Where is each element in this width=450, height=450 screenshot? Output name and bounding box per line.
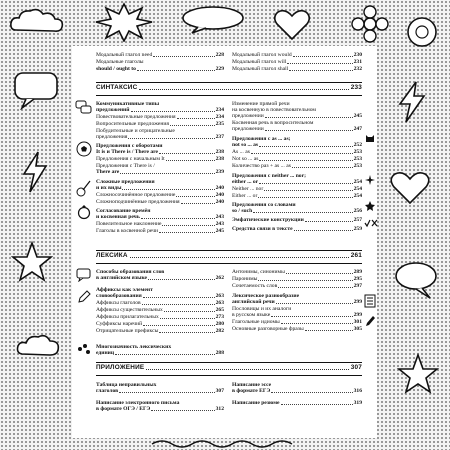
section-rule — [96, 95, 362, 96]
toc-entry: It is и There is / There are 238 — [96, 149, 224, 155]
toc-entry: Изменение прямой речи — [232, 101, 290, 107]
heart-doodle-icon — [272, 8, 312, 42]
toc-entry: предложении 247 — [232, 126, 362, 132]
sparkle-icon — [364, 173, 376, 191]
toc-entry: и их виды 240 — [96, 185, 224, 191]
cloud-small-doodle-icon — [14, 330, 64, 360]
toc-entry: Способы образования слов — [96, 269, 165, 275]
toc-entry: Сочетаемость слов 297 — [232, 283, 362, 289]
toc-entry: Написание эссе — [232, 382, 272, 388]
section-rule — [96, 375, 362, 376]
toc-entry: предложении 245 — [232, 113, 362, 119]
toc-entry: Побудительные и отрицательные — [96, 128, 175, 134]
toc-entry: Not so ... as 253 — [232, 156, 362, 162]
toc-entry: Антонимы, синонимы 289 — [232, 269, 362, 275]
toc-entry: Основные разговорные фразы 305 — [232, 326, 362, 332]
toc-entry: not so ... as 252 — [232, 142, 362, 148]
flower-doodle-icon — [350, 4, 390, 44]
toc-entry: As ... as 253 — [232, 149, 362, 155]
pen-icon — [364, 314, 376, 333]
star-doodle-icon — [10, 240, 54, 284]
toc-entry: Повествовательные предложения 234 — [96, 114, 224, 120]
star-small-icon — [364, 199, 376, 217]
toc-entry: Neither ... nor 254 — [232, 186, 362, 192]
toc-page — [72, 46, 377, 438]
bolt-right-doodle-icon — [392, 80, 432, 124]
toc-entry: Модальный глагол need 228 — [96, 52, 224, 58]
circle-doodle-icon — [404, 14, 440, 50]
toc-entry: Модальный глагол will 231 — [232, 59, 362, 65]
toc-entry: и косвенная речь 243 — [96, 214, 224, 220]
toc-entry: Написание электронного письма — [96, 400, 180, 406]
toc-entry: английской речи 299 — [232, 299, 362, 305]
toc-entry: Пословицы и их аналоги — [232, 306, 292, 312]
toc-entry: в английском языке 262 — [96, 275, 224, 281]
toc-entry: Аффиксы прилагательных 273 — [96, 314, 224, 320]
toc-entry: Either ... or 254 — [232, 193, 362, 199]
toc-entry: Суффиксы наречий 280 — [96, 321, 224, 327]
section-rule — [96, 362, 362, 363]
toc-entry: Косвенная речь в вопросительном — [232, 120, 314, 126]
toc-entry: в формате ОГЭ / ЕГЭ 312 — [96, 406, 224, 412]
chat-icon — [76, 268, 92, 287]
lightning-doodle-icon — [20, 150, 50, 194]
section-heading-lexicon: ЛЕКСИКА 261 — [96, 252, 362, 259]
cat-icon — [364, 131, 376, 149]
toc-entry: в русском языке 299 — [232, 312, 362, 318]
guitar-icon — [76, 179, 92, 202]
toc-entry: Предложения со словами — [232, 202, 296, 208]
cloud-doodle-icon — [8, 6, 68, 36]
toc-entry: Паронимы 295 — [232, 276, 362, 282]
toc-entry: предложения 237 — [96, 134, 224, 140]
toc-entry: Предложения с as ... as; — [232, 136, 291, 142]
bubble-right-doodle-icon — [392, 260, 440, 300]
toc-entry: Многозначность лексических — [96, 344, 172, 350]
toc-entry: either ... or 254 — [232, 179, 362, 185]
toc-entry: Глаголы в косвенной речи 245 — [96, 228, 224, 234]
toc-entry: Средства связи в тексте 259 — [232, 226, 362, 232]
speech-bubble-doodle-icon — [12, 70, 62, 110]
toc-entry: Эмфатические конструкции 257 — [232, 217, 362, 223]
star-right-doodle-icon — [396, 352, 440, 396]
toc-entry: предложений 234 — [96, 107, 224, 113]
toc-entry: Отрицательные префиксы 282 — [96, 328, 224, 334]
heart-right-doodle-icon — [388, 170, 432, 206]
toc-entry: There are 239 — [96, 169, 224, 175]
section-rule — [96, 250, 362, 251]
toc-entry: Предложения с neither ... nor; — [232, 173, 306, 179]
toc-entry: Лексическое разнообразие — [232, 293, 300, 299]
toc-entry: so / such 256 — [232, 208, 362, 214]
toc-entry: Согласование времён — [96, 208, 151, 214]
toc-entry: Аффиксы как элемент — [96, 287, 153, 293]
toc-entry: Сложноподчинённые предложения 240 — [96, 199, 224, 205]
dots-icon — [76, 342, 92, 361]
toc-entry: единиц 288 — [96, 350, 224, 356]
bubble-doodle-icon — [178, 4, 248, 34]
toc-entry: Сложные предложения — [96, 179, 155, 185]
toc-entry: Предложения с начальным It 238 — [96, 156, 224, 162]
toc-entry: в формате ЕГЭ 316 — [232, 388, 362, 394]
toc-entry: Модальный глагол would 230 — [232, 52, 362, 58]
section-rule — [96, 263, 362, 264]
toc-entry: should / ought to 229 — [96, 66, 224, 72]
toc-entry: словообразования 263 — [96, 293, 224, 299]
section-rule — [96, 82, 362, 83]
toc-entry: Аффиксы глаголов 263 — [96, 300, 224, 306]
toc-entry: Вопросительные предложения 235 — [96, 121, 224, 127]
section-heading-appendix: ПРИЛОЖЕНИЕ 307 — [96, 364, 362, 371]
toc-entry: Аффиксы существительных 265 — [96, 307, 224, 313]
toc-entry: Написание резюме 319 — [232, 400, 362, 406]
toc-entry: Глагольные идиомы 301 — [232, 319, 362, 325]
toc-entry: Модальный глагол shall 232 — [232, 66, 362, 72]
toc-entry: на косвенную в повествовательном — [232, 107, 316, 113]
toc-entry: Коммуникативные типы — [96, 101, 160, 107]
wave-doodle-icon — [150, 438, 300, 450]
toc-entry: Предложения с There is / — [96, 163, 155, 169]
toc-entry: Таблица неправильных — [96, 382, 157, 388]
toc-entry: Предложения с оборотами — [96, 143, 163, 149]
list-icon — [364, 294, 376, 313]
check-cross-icon — [364, 216, 378, 234]
section-heading-syntax: СИНТАКСИС 233 — [96, 84, 362, 91]
toc-entry: Сложносочинённое предложение 240 — [96, 192, 224, 198]
toc-entry: Модальные глаголы — [96, 59, 144, 65]
soccer-ball-icon — [76, 141, 92, 162]
toc-entry: Повелительное наклонение 243 — [96, 221, 224, 227]
pencil-icon — [76, 289, 92, 310]
speech-bubbles-icon — [75, 100, 93, 121]
ring-icon — [76, 204, 92, 225]
star-burst-doodle-icon — [92, 2, 156, 42]
toc-entry: глаголов 307 — [96, 388, 224, 394]
toc-entry: Количество раз + as ... as 253 — [232, 163, 362, 169]
